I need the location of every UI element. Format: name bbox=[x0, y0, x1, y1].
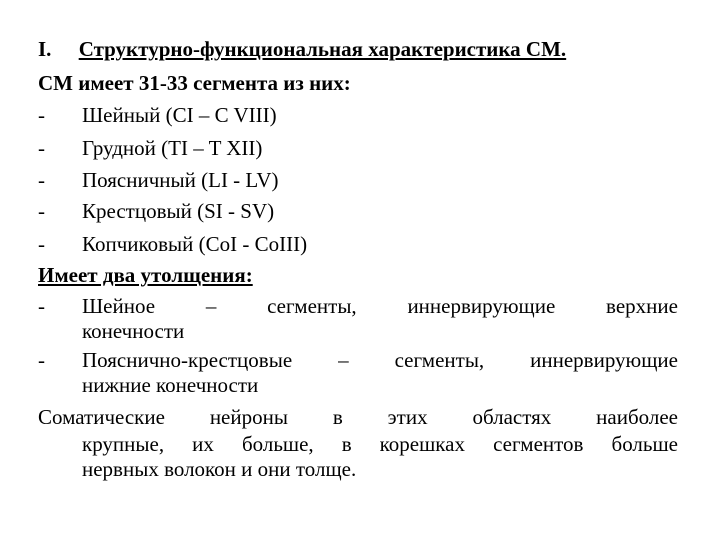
word: их bbox=[192, 432, 214, 456]
word: корешках bbox=[379, 432, 466, 456]
dash-bullet: - bbox=[38, 168, 45, 192]
word: больше, bbox=[241, 432, 314, 456]
dash-bullet: - bbox=[38, 348, 45, 372]
heading-number: I. bbox=[38, 37, 52, 61]
word: иннервирующие bbox=[407, 294, 556, 318]
somatic-line3: нервных волокон и они толще. bbox=[82, 457, 357, 481]
dash-bullet: - bbox=[38, 103, 45, 127]
somatic-line2 bbox=[82, 431, 678, 458]
thickening-cervical-line2: конечности bbox=[82, 319, 185, 343]
word: наиболее bbox=[596, 405, 678, 429]
word: крупные, bbox=[82, 432, 165, 456]
dash-bullet: - bbox=[38, 199, 45, 223]
word: верхние bbox=[606, 294, 678, 318]
word: Соматические bbox=[38, 405, 165, 429]
segments-intro: СМ имеет 31-33 сегмента из них: bbox=[38, 71, 351, 95]
segment-sacral: Крестцовый (SI - SV) bbox=[82, 199, 275, 223]
heading-title: Структурно-функциональная характеристика СМ. bbox=[78, 37, 567, 61]
word: иннервирующие bbox=[530, 348, 678, 372]
word: Шейное bbox=[82, 294, 156, 318]
word: сегменты, bbox=[394, 348, 485, 372]
thickenings-title: Имеет два утолщения: bbox=[38, 263, 253, 287]
segment-lumbar: Поясничный (LI - LV) bbox=[82, 168, 279, 192]
thickening-lumbosacral-line2: нижние конечности bbox=[82, 373, 259, 397]
dash-bullet: - bbox=[38, 136, 45, 160]
dash-bullet: - bbox=[38, 294, 45, 318]
word: больше bbox=[611, 432, 678, 456]
thickening-cervical-line1 bbox=[82, 293, 678, 320]
word: нейроны bbox=[209, 405, 288, 429]
segment-coccygeal: Копчиковый (CoI - CoIII) bbox=[82, 232, 308, 256]
dash-bullet: - bbox=[38, 232, 45, 256]
word: сегментов bbox=[493, 432, 584, 456]
word: этих bbox=[387, 405, 428, 429]
segment-thoracic: Грудной (TI – T XII) bbox=[82, 136, 263, 160]
word: областях bbox=[472, 405, 552, 429]
segment-cervical: Шейный (CI – C VIII) bbox=[82, 103, 277, 127]
word: Пояснично-крестцовые bbox=[82, 348, 293, 372]
heading bbox=[38, 36, 566, 63]
word: – bbox=[205, 294, 217, 318]
somatic-line1 bbox=[38, 404, 678, 431]
thickening-lumbosacral-line1 bbox=[82, 347, 678, 374]
word: в bbox=[332, 405, 343, 429]
word: – bbox=[338, 348, 349, 372]
word: в bbox=[341, 432, 352, 456]
word: сегменты, bbox=[267, 294, 357, 318]
